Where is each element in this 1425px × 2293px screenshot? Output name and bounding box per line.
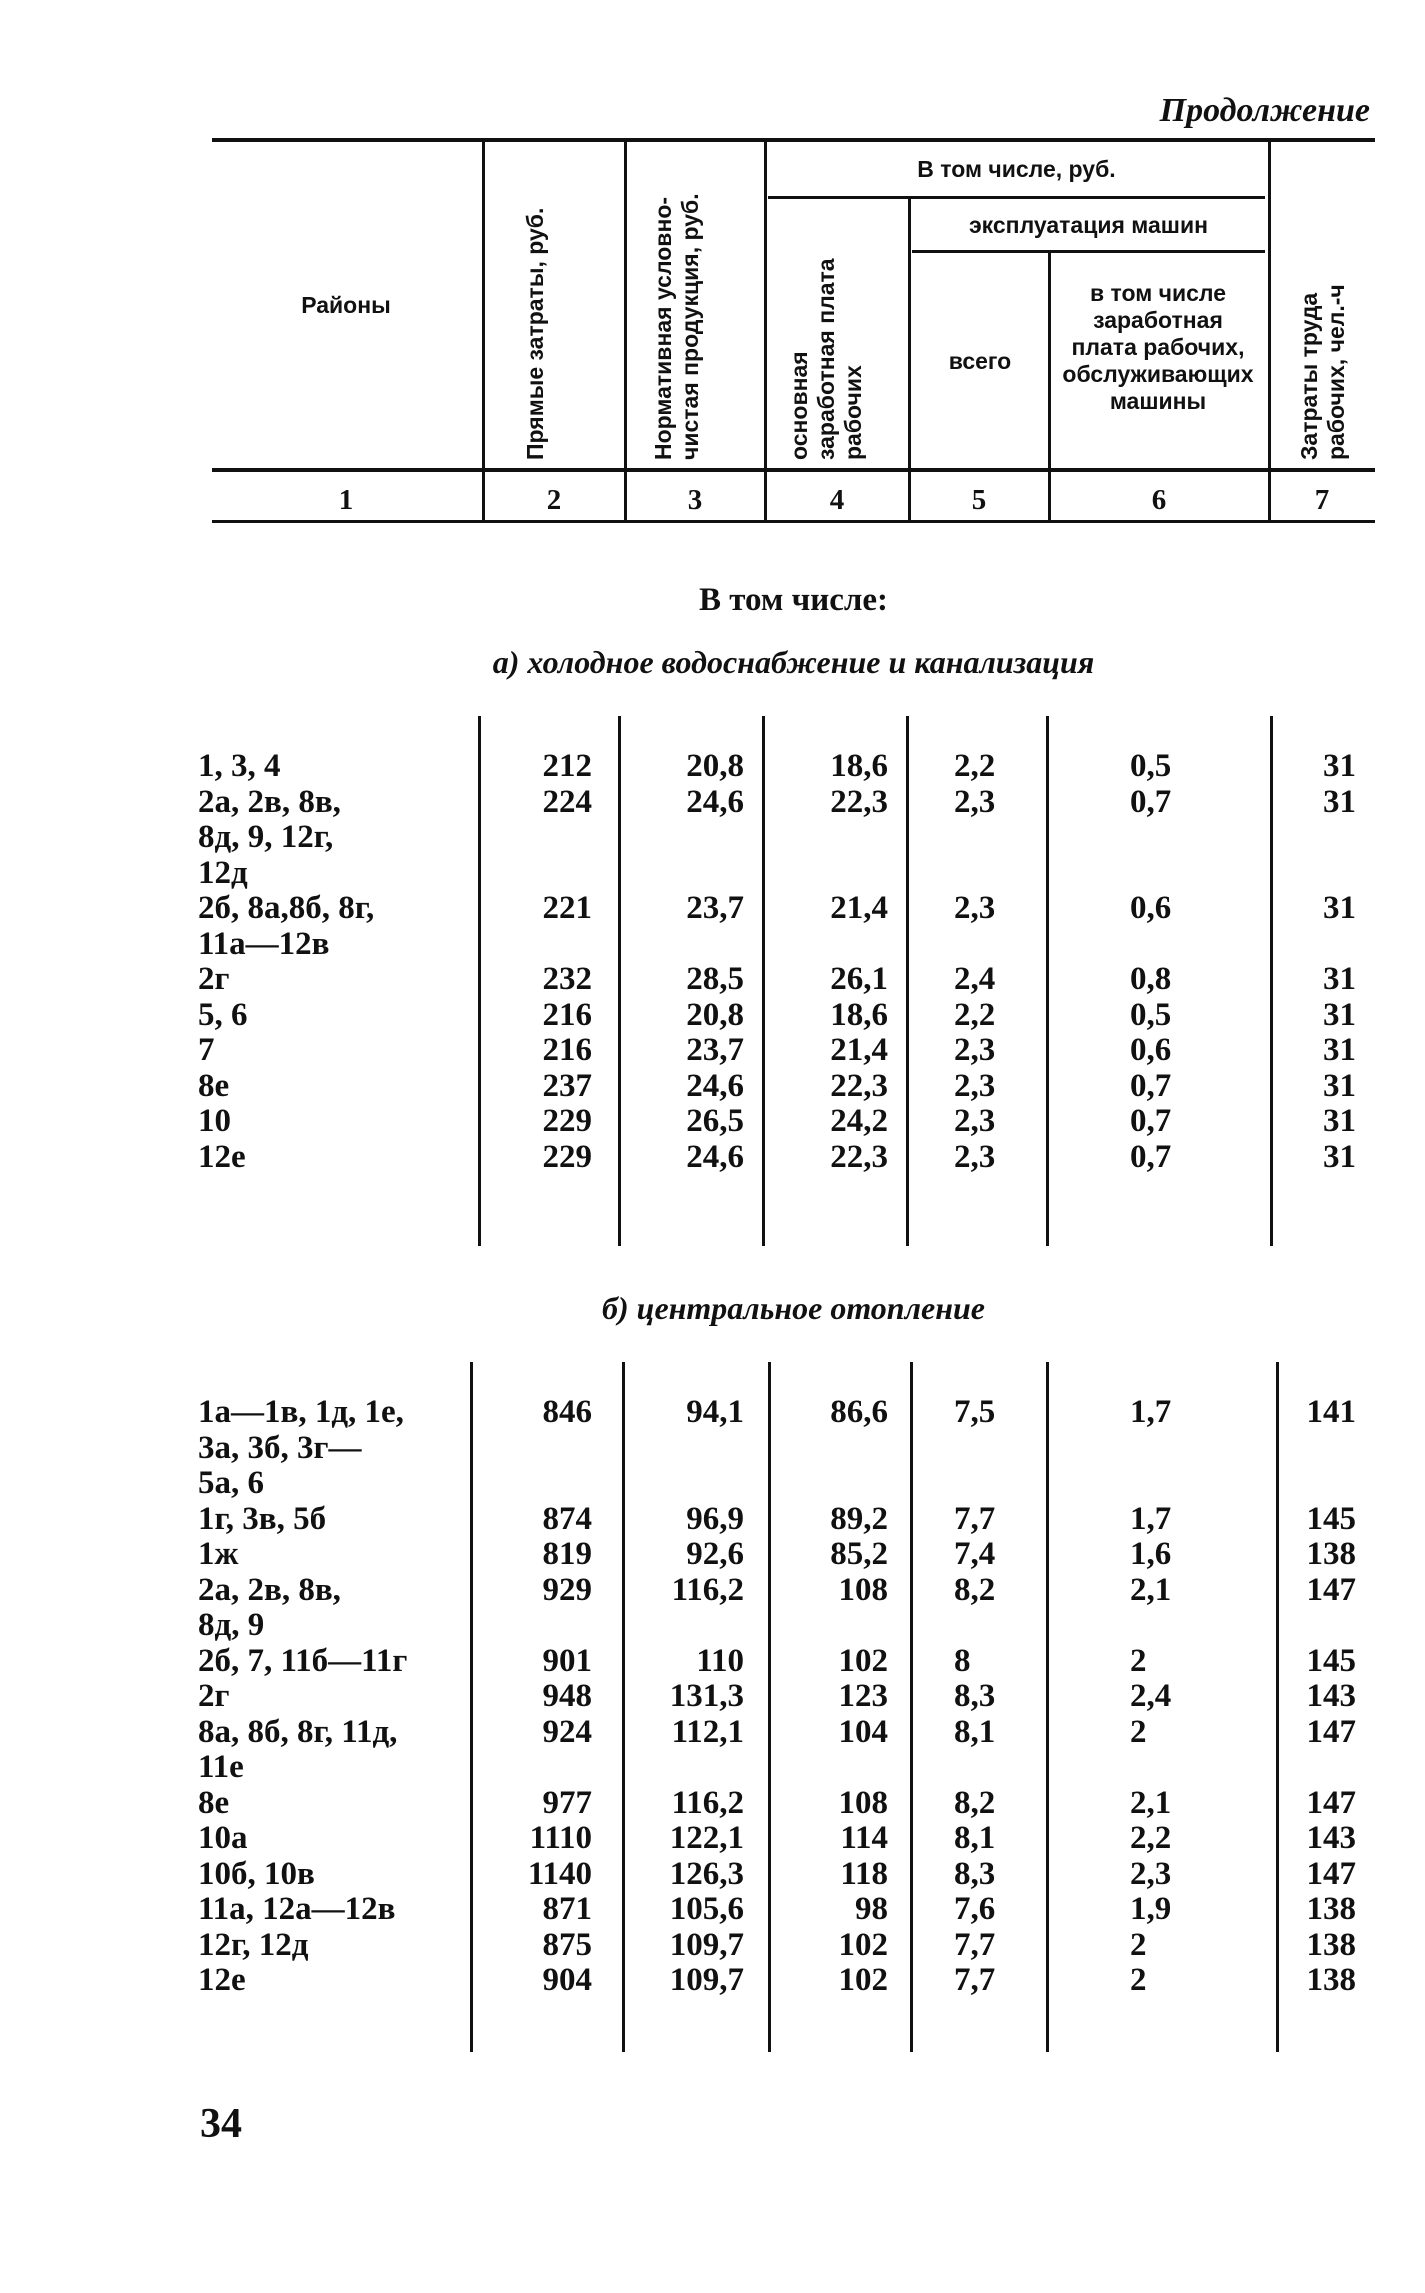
cell-machine-wages: 0,6 xyxy=(1130,890,1172,926)
cell-direct-costs: 212 xyxy=(542,748,592,784)
cell-normative-output: 28,5 xyxy=(686,961,744,997)
cell-machine-wages: 0,7 xyxy=(1130,1138,1172,1175)
cell-district: 2а, 2в, 8в, xyxy=(198,1571,341,1608)
cell-direct-costs: 977 xyxy=(542,1784,592,1821)
section-a-sep-3 xyxy=(762,716,765,1246)
cell-machine-wages: 2,2 xyxy=(1130,1820,1172,1856)
section-b-sep-1 xyxy=(470,1362,473,2052)
cell-normative-output: 131,3 xyxy=(669,1678,744,1714)
header-col-total: всего xyxy=(948,348,1012,374)
cell-district: 10б, 10в xyxy=(198,1855,315,1892)
cell-base-wages: 24,2 xyxy=(830,1103,888,1139)
col-number-2: 2 xyxy=(546,484,562,516)
cell-direct-costs: 819 xyxy=(542,1536,592,1572)
col-number-7: 7 xyxy=(1314,484,1330,516)
header-sep-5 xyxy=(1048,252,1051,520)
cell-machines-total: 2,3 xyxy=(954,1032,996,1068)
cell-machine-wages: 0,8 xyxy=(1130,961,1172,997)
cell-district: 8д, 9 xyxy=(198,1607,265,1643)
cell-machines-total: 2,3 xyxy=(954,1103,996,1139)
cell-direct-costs: 901 xyxy=(542,1642,592,1679)
cell-district: 3а, 3б, 3г— xyxy=(198,1429,362,1466)
cell-direct-costs: 874 xyxy=(542,1500,592,1537)
header-col-base-wages: основная заработная плата рабочих xyxy=(786,258,866,460)
header-machines-group: эксплуатация машин xyxy=(968,212,1209,238)
cell-labor-costs: 31 xyxy=(1323,1032,1356,1068)
cell-direct-costs: 871 xyxy=(542,1891,592,1927)
cell-direct-costs: 221 xyxy=(542,890,592,926)
col-number-5: 5 xyxy=(971,484,987,516)
cell-district: 11е xyxy=(198,1749,244,1785)
cell-base-wages: 114 xyxy=(840,1820,888,1856)
header-col-normative-output: Нормативная условно-чистая продукция, руб. xyxy=(650,193,703,460)
cell-machine-wages: 1,7 xyxy=(1130,1500,1172,1537)
cell-machine-wages: 1,9 xyxy=(1130,1891,1172,1927)
cell-normative-output: 126,3 xyxy=(669,1855,744,1892)
cell-labor-costs: 31 xyxy=(1323,961,1356,997)
cell-district: 12д xyxy=(198,854,248,891)
cell-machine-wages: 0,7 xyxy=(1130,783,1172,820)
cell-base-wages: 21,4 xyxy=(830,890,888,926)
section-b-sep-6 xyxy=(1276,1362,1279,2052)
cell-machine-wages: 2,3 xyxy=(1130,1855,1172,1892)
cell-machine-wages: 0,5 xyxy=(1130,996,1172,1033)
cell-normative-output: 24,6 xyxy=(686,1067,744,1104)
col-number-4: 4 xyxy=(829,484,845,516)
cell-district: 1а—1в, 1д, 1е, xyxy=(198,1394,404,1430)
cell-normative-output: 116,2 xyxy=(671,1784,744,1821)
cell-machines-total: 2,3 xyxy=(954,783,996,820)
cell-base-wages: 22,3 xyxy=(830,1067,888,1104)
cell-district: 8д, 9, 12г, xyxy=(198,819,334,855)
cell-machines-total: 8,1 xyxy=(954,1713,996,1750)
cell-base-wages: 102 xyxy=(838,1926,888,1963)
cell-labor-costs: 31 xyxy=(1323,890,1356,926)
cell-machine-wages: 0,7 xyxy=(1130,1067,1172,1104)
header-incl-group: В том числе, руб. xyxy=(917,156,1116,182)
cell-normative-output: 24,6 xyxy=(686,783,744,820)
cell-district: 5, 6 xyxy=(198,996,248,1033)
col-number-1: 1 xyxy=(338,484,354,516)
cell-direct-costs: 1140 xyxy=(527,1855,592,1892)
incl-group-rule xyxy=(768,196,1265,199)
cell-direct-costs: 229 xyxy=(542,1103,592,1139)
cell-labor-costs: 31 xyxy=(1323,748,1356,784)
section-a-sep-2 xyxy=(618,716,621,1246)
cell-district: 1г, 3в, 5б xyxy=(198,1500,327,1537)
cell-normative-output: 23,7 xyxy=(686,890,744,926)
cell-normative-output: 26,5 xyxy=(686,1103,744,1139)
cell-direct-costs: 224 xyxy=(542,783,592,820)
col-number-3: 3 xyxy=(687,484,703,516)
cell-district: 2г xyxy=(198,1678,230,1714)
cell-machines-total: 7,4 xyxy=(954,1536,996,1572)
cell-direct-costs: 229 xyxy=(542,1138,592,1175)
cell-base-wages: 85,2 xyxy=(830,1536,888,1572)
cell-district: 12е xyxy=(198,1138,246,1175)
cell-direct-costs: 924 xyxy=(542,1713,592,1750)
cell-machine-wages: 2,1 xyxy=(1130,1784,1172,1821)
cell-normative-output: 24,6 xyxy=(686,1138,744,1175)
cell-base-wages: 89,2 xyxy=(830,1500,888,1537)
cell-district: 8е xyxy=(198,1784,230,1821)
cell-normative-output: 94,1 xyxy=(686,1394,744,1430)
header-sep-1 xyxy=(482,142,485,520)
cell-district: 12е xyxy=(198,1962,246,1998)
section-a-sep-4 xyxy=(906,716,909,1246)
cell-labor-costs: 143 xyxy=(1306,1678,1356,1714)
cell-machines-total: 7,7 xyxy=(954,1500,996,1537)
cell-machine-wages: 2 xyxy=(1130,1713,1147,1750)
section-a-sep-6 xyxy=(1270,716,1273,1246)
number-row-bottom-rule xyxy=(212,520,1375,523)
cell-labor-costs: 143 xyxy=(1306,1820,1356,1856)
continuation-label: Продолжение xyxy=(1159,92,1370,129)
section-b-title: б) центральное отопление xyxy=(602,1290,985,1326)
cell-district: 2б, 7, 11б—11г xyxy=(198,1642,408,1679)
cell-machines-total: 7,7 xyxy=(954,1926,996,1963)
page-number: 34 xyxy=(200,2101,242,2147)
cell-machines-total: 7,6 xyxy=(954,1891,996,1927)
cell-direct-costs: 875 xyxy=(542,1926,592,1963)
cell-machines-total: 2,3 xyxy=(954,1138,996,1175)
cell-normative-output: 109,7 xyxy=(669,1926,744,1963)
cell-normative-output: 112,1 xyxy=(671,1713,744,1750)
cell-base-wages: 102 xyxy=(838,1642,888,1679)
cell-machine-wages: 2 xyxy=(1130,1926,1147,1963)
cell-base-wages: 26,1 xyxy=(830,961,888,997)
cell-normative-output: 20,8 xyxy=(686,996,744,1033)
cell-normative-output: 122,1 xyxy=(669,1820,744,1856)
section-b-sep-4 xyxy=(910,1362,913,2052)
header-col-machine-wages: в том числе заработная плата рабочих, обслуживающих машины xyxy=(1062,280,1254,414)
cell-district: 2б, 8а,8б, 8г, xyxy=(198,890,375,926)
section-b-sep-2 xyxy=(622,1362,625,2052)
header-sep-2 xyxy=(624,142,627,520)
cell-labor-costs: 31 xyxy=(1323,996,1356,1033)
cell-base-wages: 18,6 xyxy=(830,996,888,1033)
cell-normative-output: 116,2 xyxy=(671,1571,744,1608)
cell-machine-wages: 2 xyxy=(1130,1962,1147,1998)
header-col-labor-costs: Затраты труда рабочих, чел.-ч xyxy=(1296,284,1349,460)
cell-base-wages: 22,3 xyxy=(830,1138,888,1175)
cell-machines-total: 8,3 xyxy=(954,1855,996,1892)
cell-base-wages: 22,3 xyxy=(830,783,888,820)
cell-labor-costs: 147 xyxy=(1306,1713,1356,1750)
cell-machine-wages: 2,4 xyxy=(1130,1678,1172,1714)
cell-labor-costs: 147 xyxy=(1306,1855,1356,1892)
cell-base-wages: 21,4 xyxy=(830,1032,888,1068)
cell-machine-wages: 0,7 xyxy=(1130,1103,1172,1139)
header-sep-3 xyxy=(764,142,767,520)
cell-normative-output: 105,6 xyxy=(669,1891,744,1927)
cell-machines-total: 2,2 xyxy=(954,996,996,1033)
cell-machines-total: 8,1 xyxy=(954,1820,996,1856)
cell-machine-wages: 2 xyxy=(1130,1642,1147,1679)
cell-base-wages: 18,6 xyxy=(830,748,888,784)
cell-base-wages: 86,6 xyxy=(830,1394,888,1430)
cell-normative-output: 23,7 xyxy=(686,1032,744,1068)
cell-machines-total: 2,4 xyxy=(954,961,996,997)
cell-district: 7 xyxy=(198,1032,215,1068)
cell-labor-costs: 31 xyxy=(1323,1103,1356,1139)
cell-district: 8а, 8б, 8г, 11д, xyxy=(198,1713,398,1750)
cell-base-wages: 118 xyxy=(840,1855,888,1892)
cell-direct-costs: 216 xyxy=(542,996,592,1033)
header-top-rule xyxy=(212,138,1375,142)
cell-labor-costs: 31 xyxy=(1323,1138,1356,1175)
cell-normative-output: 110 xyxy=(696,1642,744,1679)
cell-district: 8е xyxy=(198,1067,230,1104)
cell-direct-costs: 929 xyxy=(542,1571,592,1608)
cell-district: 11а—12в xyxy=(198,925,330,962)
intro-text: В том числе: xyxy=(698,582,889,618)
cell-normative-output: 96,9 xyxy=(686,1500,744,1537)
cell-direct-costs: 232 xyxy=(542,961,592,997)
cell-direct-costs: 1110 xyxy=(529,1820,592,1856)
cell-machine-wages: 2,1 xyxy=(1130,1571,1172,1608)
cell-machines-total: 8,2 xyxy=(954,1784,996,1821)
cell-labor-costs: 138 xyxy=(1306,1536,1356,1572)
cell-base-wages: 108 xyxy=(838,1784,888,1821)
cell-direct-costs: 904 xyxy=(542,1962,592,1998)
cell-direct-costs: 237 xyxy=(542,1067,592,1104)
cell-machine-wages: 0,6 xyxy=(1130,1032,1172,1068)
cell-machines-total: 2,2 xyxy=(954,748,996,784)
cell-base-wages: 108 xyxy=(838,1571,888,1608)
cell-district: 2а, 2в, 8в, xyxy=(198,783,341,820)
cell-direct-costs: 948 xyxy=(542,1678,592,1714)
cell-normative-output: 92,6 xyxy=(686,1536,744,1572)
cell-direct-costs: 216 xyxy=(542,1032,592,1068)
cell-machines-total: 8,2 xyxy=(954,1571,996,1608)
header-bottom-rule xyxy=(212,468,1375,472)
cell-machines-total: 7,5 xyxy=(954,1394,996,1430)
cell-base-wages: 104 xyxy=(838,1713,888,1750)
section-a-title: а) холодное водоснабжение и канализация xyxy=(492,644,1095,680)
cell-machines-total: 7,7 xyxy=(954,1962,996,1998)
cell-labor-costs: 141 xyxy=(1306,1394,1356,1430)
cell-machines-total: 8,3 xyxy=(954,1678,996,1714)
cell-labor-costs: 31 xyxy=(1323,1067,1356,1104)
header-col-districts: Районы xyxy=(301,292,391,318)
cell-district: 2г xyxy=(198,961,230,997)
cell-machine-wages: 0,5 xyxy=(1130,748,1172,784)
cell-district: 12г, 12д xyxy=(198,1926,309,1963)
cell-labor-costs: 31 xyxy=(1323,783,1356,820)
cell-base-wages: 102 xyxy=(838,1962,888,1998)
cell-machines-total: 2,3 xyxy=(954,890,996,926)
header-sep-6 xyxy=(1268,142,1271,520)
cell-labor-costs: 147 xyxy=(1306,1571,1356,1608)
cell-machine-wages: 1,6 xyxy=(1130,1536,1172,1572)
cell-normative-output: 109,7 xyxy=(669,1962,744,1998)
cell-labor-costs: 147 xyxy=(1306,1784,1356,1821)
cell-labor-costs: 145 xyxy=(1306,1642,1356,1679)
cell-machines-total: 2,3 xyxy=(954,1067,996,1104)
header-col-direct-costs: Прямые затраты, руб. xyxy=(522,207,548,460)
cell-labor-costs: 138 xyxy=(1306,1962,1356,1998)
cell-district: 10 xyxy=(198,1103,231,1139)
cell-labor-costs: 138 xyxy=(1306,1891,1356,1927)
col-number-6: 6 xyxy=(1151,484,1167,516)
cell-district: 10а xyxy=(198,1820,248,1856)
cell-labor-costs: 145 xyxy=(1306,1500,1356,1537)
cell-district: 5а, 6 xyxy=(198,1465,264,1501)
cell-district: 1ж xyxy=(198,1536,239,1572)
cell-normative-output: 20,8 xyxy=(686,748,744,784)
cell-labor-costs: 138 xyxy=(1306,1926,1356,1963)
cell-base-wages: 98 xyxy=(855,1891,888,1927)
cell-machines-total: 8 xyxy=(954,1642,971,1679)
cell-district: 11а, 12а—12в xyxy=(198,1891,396,1927)
cell-district: 1, 3, 4 xyxy=(198,748,281,784)
cell-direct-costs: 846 xyxy=(542,1394,592,1430)
header-sep-4 xyxy=(908,198,911,520)
machines-group-rule xyxy=(912,250,1265,253)
cell-base-wages: 123 xyxy=(838,1678,888,1714)
cell-machine-wages: 1,7 xyxy=(1130,1394,1172,1430)
